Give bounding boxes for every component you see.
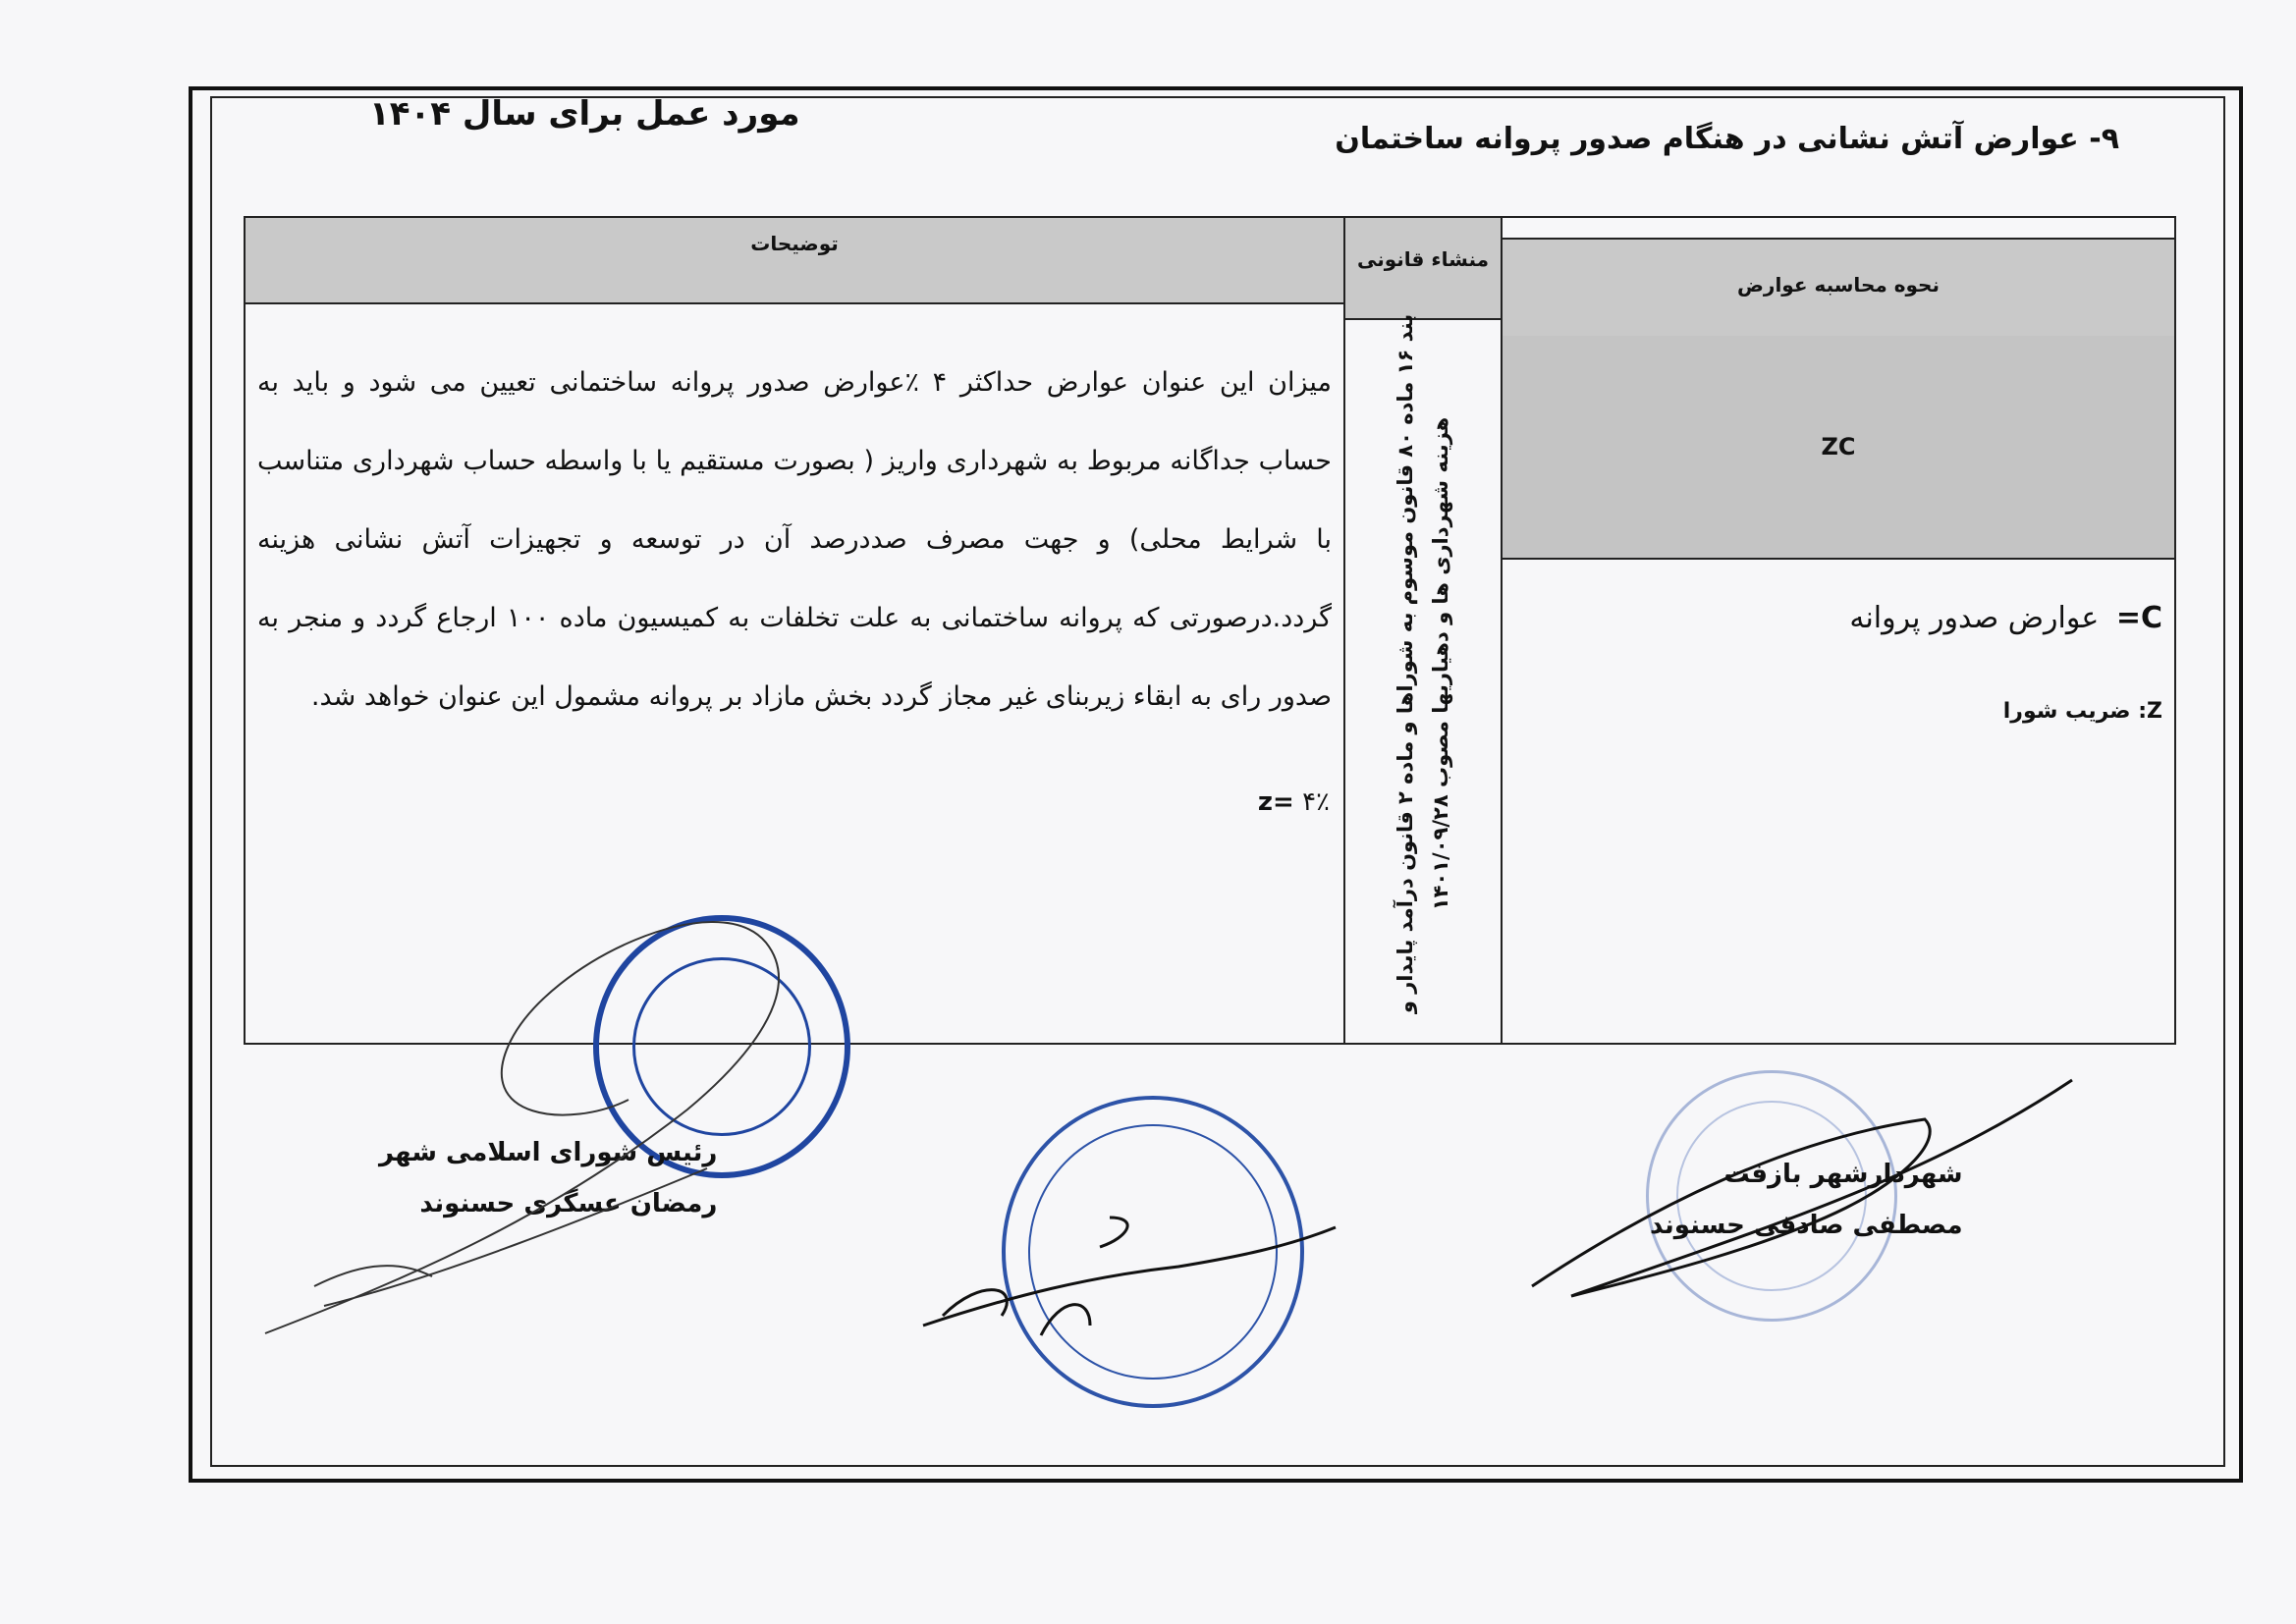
c-label: C= (2115, 601, 2162, 635)
z-formula-value: ۴٪ (1302, 787, 1330, 817)
z-definition: ضریب شورا (2002, 699, 2131, 724)
council-chair-title: رئیس شورای اسلامی شهر (379, 1138, 718, 1167)
calculation-header: نحوه محاسبه عوارض (1503, 238, 2174, 353)
description-header: توضیحات (246, 218, 1343, 304)
c-definition: عوارض صدور پروانه (1849, 601, 2100, 635)
section-title: ۹- عوارض آتش نشانی در هنگام صدور پروانه ساختمان (1335, 122, 2119, 156)
main-formula: ZC (1503, 336, 2174, 560)
governorate-signature-stroke (923, 1218, 1336, 1335)
legal-source-header: منشاء قانونی (1345, 218, 1501, 320)
validity-year: مورد عمل برای سال ۱۴۰۴ (369, 94, 800, 134)
description-text: میزان این عنوان عوارض حداکثر ۴ ٪عوارض صدور پروانه ساختمانی تعیین می شود و باید به حساب جداگانه مربوط به شهرداری واریز ( بصورت مستقیم یا با واسطه حساب شهرداری متناسب با شرایط محلی) و جهت مصرف صددرصد آن در توسعه و تجهیزات آتش نشانی هزینه گردد.درصورتی که پروانه ساختمانی به علت تخلفات به کمیسیون ماده ۱۰۰ ارجاع گردد و منجر به صدور رای به ابقاء زیربنای غیر مجاز گردد بخش مازاد بر پروانه مشمول این عنوان خواهد شد. (257, 367, 1333, 712)
mayor-signature-stroke (1532, 1080, 2072, 1296)
z-label: Z: (2138, 699, 2162, 724)
legal-source-text: بند ۱۶ ماده ۸۰ قانون موسوم به شوراها و ماده ۲ قانون درآمد پایدار و هزینه شهرداری ها و دهیاریها مصوب ۱۴۰۱/۰۹/۲۸ (1394, 313, 1452, 1013)
council-chair-name: رمضان عسگری حسنوند (419, 1189, 718, 1218)
council-signature-stroke-2 (314, 1266, 432, 1286)
council-signature-stroke (265, 922, 779, 1333)
z-formula-label: z= (1257, 787, 1294, 817)
mayor-title: شهردارشهر بازفت (1723, 1160, 1963, 1189)
mayor-name: مصطفی صادقی حسنوند (1650, 1211, 1963, 1240)
